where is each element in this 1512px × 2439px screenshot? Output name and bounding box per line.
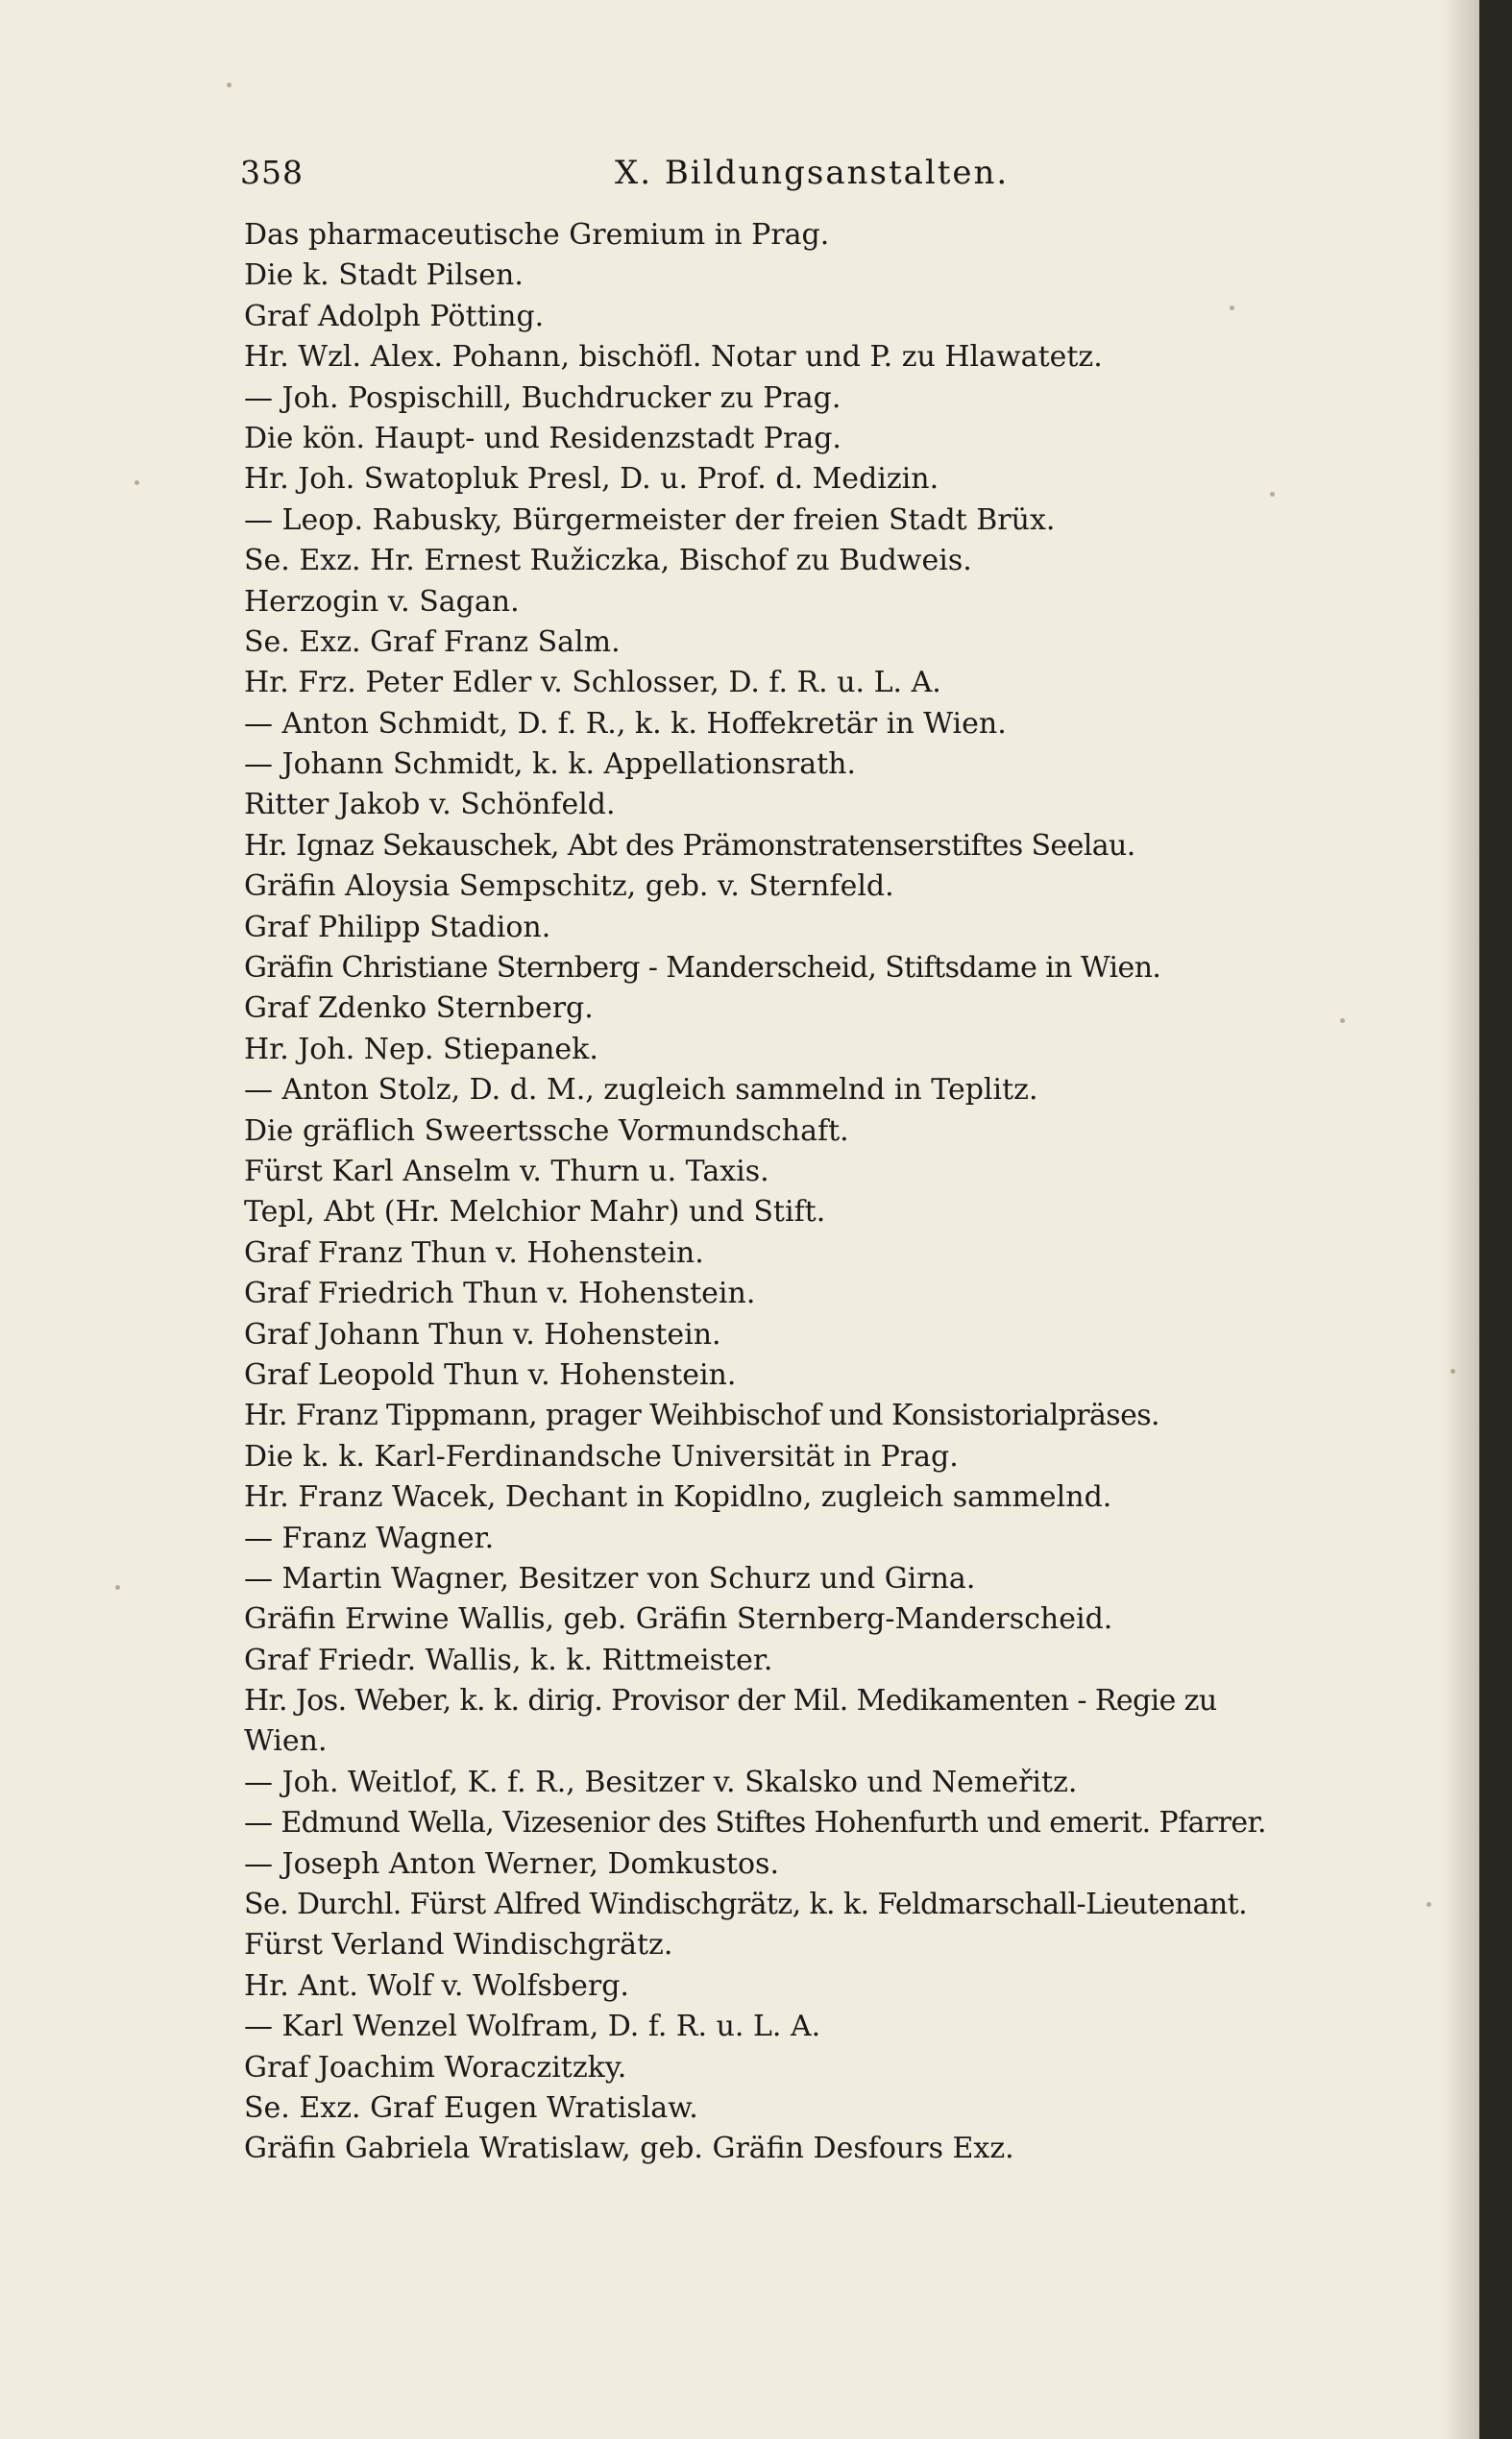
paper-speck	[227, 83, 232, 87]
paper-speck	[134, 480, 139, 485]
list-entry-continuation: Wien.	[244, 1724, 328, 1759]
list-entry: Gräfin Erwine Wallis, geb. Gräfin Sternberg-Manderscheid.	[244, 1602, 1113, 1637]
list-entry: — Edmund Wella, Vizesenior des Stiftes Hohenfurth und emerit. Pfarrer.	[244, 1806, 1266, 1841]
paper-speck	[1230, 305, 1234, 310]
paper-speck	[1427, 1902, 1431, 1907]
list-entry: Gräfin Christiane Sternberg - Manderscheid, Stiftsdame in Wien.	[244, 951, 1161, 986]
list-entry: Hr. Ignaz Sekauschek, Abt des Prämonstratenserstiftes Seelau.	[244, 828, 1135, 863]
list-entry: Se. Exz. Graf Franz Salm.	[244, 624, 621, 659]
paper-speck	[115, 1585, 120, 1590]
list-entry: — Leop. Rabusky, Bürgermeister der freien Stadt Brüx.	[244, 502, 1056, 537]
paper-speck	[1270, 492, 1275, 497]
list-entry: Graf Adolph Pötting.	[244, 299, 545, 333]
list-entry: Gräfin Aloysia Sempschitz, geb. v. Sternfeld.	[244, 869, 894, 904]
list-entry: Tepl, Abt (Hr. Melchior Mahr) und Stift.	[244, 1195, 826, 1230]
list-entry: Hr. Wzl. Alex. Pohann, bischöfl. Notar und P. zu Hlawatetz.	[244, 340, 1103, 375]
list-entry: Graf Friedr. Wallis, k. k. Rittmeister.	[244, 1643, 773, 1677]
list-entry: Hr. Joh. Nep. Stiepanek.	[244, 1032, 598, 1066]
list-entry: — Anton Stolz, D. d. M., zugleich sammelnd in Teplitz.	[244, 1073, 1038, 1108]
list-entry: — Johann Schmidt, k. k. Appellationsrath.	[244, 747, 857, 782]
list-entry: Herzogin v. Sagan.	[244, 584, 520, 619]
list-entry: Hr. Franz Tippmann, prager Weihbischof und Konsistorialpräses.	[244, 1399, 1159, 1433]
list-entry: Ritter Jakob v. Schönfeld.	[244, 788, 616, 822]
subscriber-list	[244, 215, 1412, 2170]
list-entry: Fürst Verland Windischgrätz.	[244, 1928, 673, 1963]
list-entry: Graf Philipp Stadion.	[244, 910, 551, 944]
list-entry: Graf Joachim Woraczitzky.	[244, 2050, 627, 2085]
list-entry: Hr. Jos. Weber, k. k. dirig. Provisor der Mil. Medikamenten - Regie zu	[244, 1684, 1217, 1719]
list-entry: Se. Exz. Hr. Ernest Ružiczka, Bischof zu Budweis.	[244, 544, 972, 578]
list-entry: Die kön. Haupt- und Residenzstadt Prag.	[244, 421, 841, 455]
running-title: X. Bildungsanstalten.	[615, 154, 1010, 192]
list-entry: Gräfin Gabriela Wratislaw, geb. Gräfin Desfours Exz.	[244, 2132, 1014, 2166]
list-entry: Die gräflich Sweertssche Vormundschaft.	[244, 1113, 849, 1148]
list-entry: — Joh. Pospischill, Buchdrucker zu Prag.	[244, 380, 841, 415]
list-entry: Graf Leopold Thun v. Hohenstein.	[244, 1357, 737, 1392]
list-entry: Fürst Karl Anselm v. Thurn u. Taxis.	[244, 1154, 769, 1188]
list-entry: Graf Johann Thun v. Hohenstein.	[244, 1317, 721, 1352]
paper-speck	[1340, 1018, 1345, 1023]
list-entry: — Joseph Anton Werner, Domkustos.	[244, 1846, 779, 1881]
list-entry: Se. Exz. Graf Eugen Wratislaw.	[244, 2090, 698, 2125]
list-entry: Die k. Stadt Pilsen.	[244, 258, 524, 293]
list-entry: Hr. Ant. Wolf v. Wolfsberg.	[244, 1968, 629, 2003]
list-entry: — Martin Wagner, Besitzer von Schurz und Girna.	[244, 1561, 976, 1596]
paper-speck	[1451, 1369, 1455, 1374]
list-entry: Graf Friedrich Thun v. Hohenstein.	[244, 1277, 756, 1311]
list-entry: Graf Zdenko Sternberg.	[244, 991, 594, 1026]
list-entry: Se. Durchl. Fürst Alfred Windischgrätz, k. k. Feldmarschall-Lieutenant.	[244, 1888, 1248, 1922]
list-entry: Hr. Joh. Swatopluk Presl, D. u. Prof. d. Medizin.	[244, 462, 939, 497]
page-number: 358	[240, 154, 304, 191]
list-entry: Die k. k. Karl-Ferdinandsche Universität in Prag.	[244, 1439, 959, 1474]
list-entry: Graf Franz Thun v. Hohenstein.	[244, 1235, 704, 1270]
book-spine	[1479, 0, 1512, 2439]
list-entry: Hr. Franz Wacek, Dechant in Kopidlno, zugleich sammelnd.	[244, 1480, 1112, 1515]
list-entry: Hr. Frz. Peter Edler v. Schlosser, D. f. R. u. L. A.	[244, 666, 941, 700]
page-header	[240, 154, 1412, 200]
list-entry: — Anton Schmidt, D. f. R., k. k. Hoffekretär in Wien.	[244, 706, 1007, 741]
list-entry: Das pharmaceutische Gremium in Prag.	[244, 218, 830, 252]
list-entry: — Karl Wenzel Wolfram, D. f. R. u. L. A.	[244, 2010, 821, 2044]
list-entry: — Franz Wagner.	[244, 1521, 495, 1555]
list-entry: — Joh. Weitlof, K. f. R., Besitzer v. Skalsko und Nemeřitz.	[244, 1765, 1078, 1799]
